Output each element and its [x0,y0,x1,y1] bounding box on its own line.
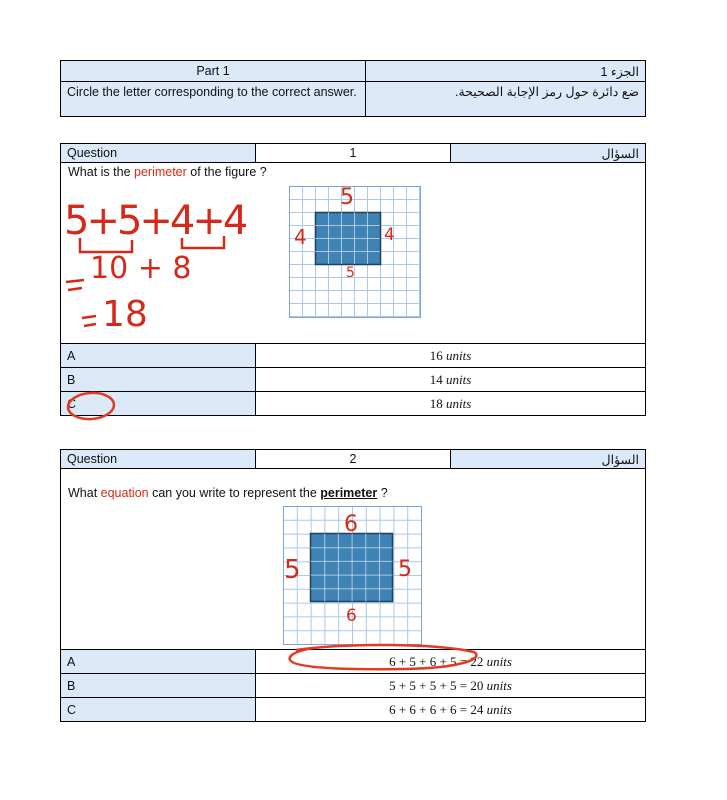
answer-b[interactable]: 14 units [256,368,646,392]
question-label-ar: السؤال [451,450,646,469]
question-number: 1 [256,144,451,163]
question-2-prompt: What equation can you write to represent the perimeter ? [68,486,388,500]
question-1-prompt: What is the perimeter of the figure ? [68,165,267,179]
question-2-grid-figure [283,506,422,645]
label-bottom: 5 [346,265,355,281]
answer-letter-b[interactable]: B [61,368,256,392]
answer-c[interactable]: 6 + 6 + 6 + 6 = 24 units [256,698,646,722]
rectangle-shape [311,534,393,602]
answer-letter-a[interactable]: A [61,650,256,674]
part-title-ar: الجزء 1 [366,61,646,82]
label-right: 4 [384,225,395,245]
part-header-table [60,60,646,117]
label-right: 5 [398,557,412,582]
work-line-1: 5+5+4+4 [64,198,246,244]
answer-letter-c[interactable]: C [61,392,256,416]
instruction-ar: ضع دائرة حول رمز الإجابة الصحيحة. [366,82,646,117]
question-number: 2 [256,450,451,469]
label-top: 5 [340,185,354,210]
question-label-en: Question [61,144,256,163]
answer-letter-b[interactable]: B [61,674,256,698]
question-label-ar: السؤال [451,144,646,163]
instruction-en: Circle the letter corresponding to the correct answer. [61,82,366,117]
work-line-3: 18 [102,294,148,335]
answer-letter-c[interactable]: C [61,698,256,722]
answer-b[interactable]: 5 + 5 + 5 + 5 = 20 units [256,674,646,698]
label-left: 5 [284,555,301,585]
label-bottom: 6 [346,606,357,626]
label-left: 4 [294,225,307,249]
question-label-en: Question [61,450,256,469]
answer-letter-a[interactable]: A [61,344,256,368]
answer-c[interactable]: 18 units [256,392,646,416]
part-title-en: Part 1 [61,61,366,82]
question-1-grid-figure [289,186,421,318]
answer-a[interactable]: 6 + 5 + 6 + 5 = 22 units [256,650,646,674]
label-top: 6 [344,512,358,537]
answer-a[interactable]: 16 units [256,344,646,368]
work-line-2: 10 + 8 [90,251,192,286]
